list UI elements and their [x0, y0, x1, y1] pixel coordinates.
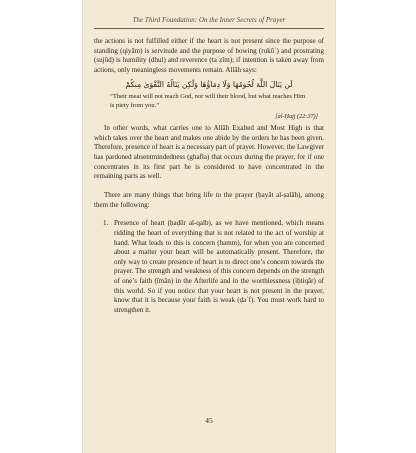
- list-item-text: Presence of heart (ḥaḍūr al-qalb), as we have mentioned, which means ridding the heart of everything that is not related to the act of worship at hand. What leads to this is concern (hamm), for when you are concerned about a matter your heart will be automatically present. Therefore, the only way to create presence of heart is to direct one’s concern towards the prayer. The strength and weakness of this concern depends on the strength of one’s faith (īmān) in the Afterlife and in the worthlessness (iḥtiqār) of this world. So if you notice that your heart is not present in the prayer, know that it is because your faith is weak (ḍaʿf). You must work hard to strengthen it.: [114, 219, 324, 314]
- list-item-number: 1.: [103, 219, 109, 228]
- page-body: [94, 37, 324, 315]
- book-page: [82, 0, 336, 453]
- list-item-1: [103, 219, 324, 315]
- verse-translation: “Their meat will not reach God, nor will their blood, but what reaches Him is piety from you.”: [110, 93, 306, 109]
- paragraph-2: In other words, what carries one to Allāh Exalted and Most High is that which takes over the heart and makes one abide by the orders he has been given. Therefore, presence of heart is a necessary part of prayer. However, the Lawgiver has pardoned absentmindedness (ghafla) that occurs during the prayer, for if one concentrates in its first part he is considered to have concentrated in the remaining parts as well.: [94, 124, 324, 181]
- verse-citation: [al-Ḥajj (22:37)]: [275, 112, 318, 120]
- page-number: 45: [205, 416, 213, 425]
- header-rule: [94, 28, 324, 29]
- arabic-verse: لَن يَنَالَ اللَّهَ لُحُومُهَا وَلَا دِمَاؤُهَا وَلَٰكِن يَنَالُهُ التَّقْوَىٰ مِنكُمْ: [125, 80, 293, 90]
- running-head: The Third Foundation: On the Inner Secrets of Prayer: [132, 17, 286, 24]
- paragraph-3: There are many things that bring life to the prayer (ḥayāt al-ṣalāh), among them the following:: [94, 191, 324, 209]
- paragraph-1: the actions is not fulfilled either if the heart is not present since the purpose of standing (qiyām) is servitude and the purpose of bowing (rukūʿ) and prostrating (sujūd) is humility (dhul) and reverence (taʿẓīm); if intention is taken away from actions, only meaningless movements remain. Allāh says:: [94, 37, 324, 74]
